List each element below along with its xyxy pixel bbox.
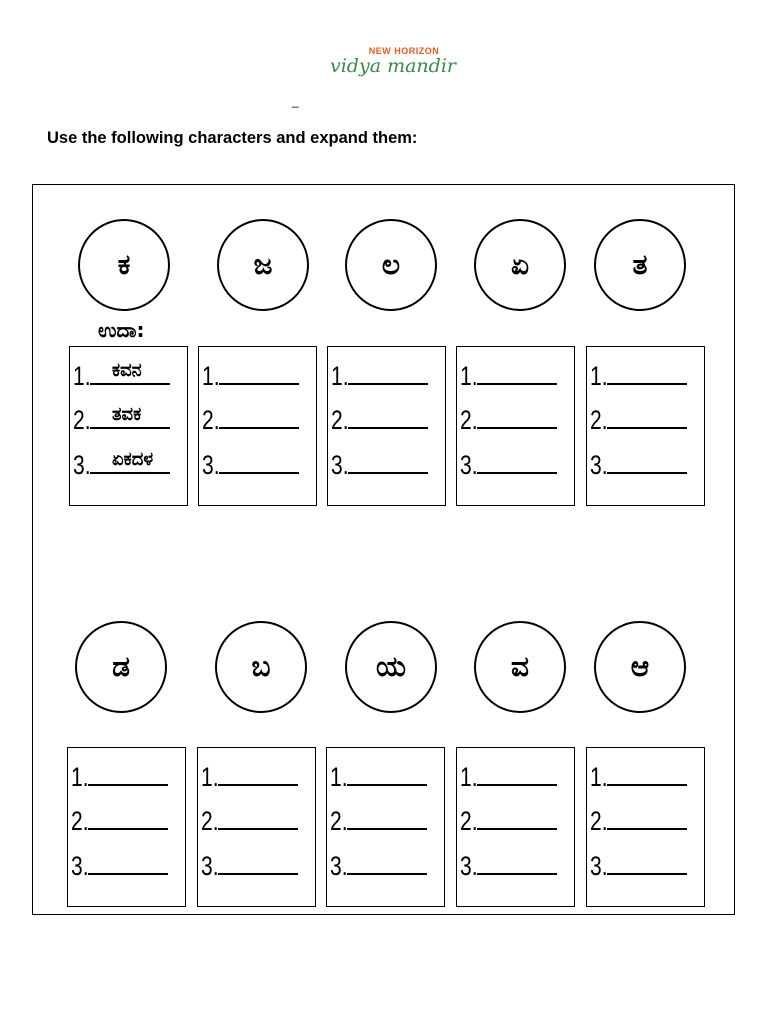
- line-number: 2.: [330, 806, 348, 836]
- char: ಬ: [251, 650, 271, 683]
- answer-line: [587, 806, 706, 838]
- char-circle: [474, 621, 566, 713]
- answer-line: [199, 450, 318, 482]
- answer-line: [199, 405, 318, 437]
- line-number: 1.: [71, 762, 89, 792]
- blank-line: [90, 361, 170, 385]
- answer-line: [68, 762, 187, 794]
- char: ಜ: [253, 248, 273, 281]
- blank-line[interactable]: [477, 806, 557, 830]
- answer-line: [587, 762, 706, 794]
- line-number: 2.: [71, 806, 89, 836]
- char: ಯ: [376, 650, 406, 683]
- blank-line[interactable]: [348, 361, 428, 385]
- answer-line: [198, 851, 317, 883]
- answer-line: [457, 361, 576, 393]
- blank-line: [90, 405, 170, 429]
- answer-line: [68, 851, 187, 883]
- line-number: 3.: [590, 450, 608, 480]
- answer-box: [456, 346, 575, 506]
- answer-line: [328, 361, 447, 393]
- answer-line: [327, 806, 446, 838]
- char: ಏ: [510, 248, 530, 281]
- line-number: 3.: [73, 450, 91, 480]
- blank-line[interactable]: [219, 450, 299, 474]
- answer-line: [70, 361, 189, 393]
- char: ಆ: [630, 650, 650, 683]
- answer-line: [328, 450, 447, 482]
- char-circle: [217, 219, 309, 311]
- answer-box: [327, 346, 446, 506]
- line-number: 1.: [73, 361, 91, 391]
- char-circle: [594, 621, 686, 713]
- blank-line[interactable]: [219, 361, 299, 385]
- line-number: 3.: [460, 450, 478, 480]
- blank-line: [90, 450, 170, 474]
- line-number: 3.: [590, 851, 608, 881]
- school-logo: [330, 46, 456, 86]
- example-word: ಏಕದಳ: [112, 449, 154, 470]
- line-number: 2.: [460, 405, 478, 435]
- answer-line: [70, 405, 189, 437]
- blank-line[interactable]: [607, 851, 687, 875]
- line-number: 1.: [202, 361, 220, 391]
- line-number: 1.: [460, 361, 478, 391]
- logo-title: vidya mandir: [330, 55, 456, 77]
- answer-line: [199, 361, 318, 393]
- line-number: 2.: [590, 806, 608, 836]
- line-number: 2.: [590, 405, 608, 435]
- char-circle: [75, 621, 167, 713]
- blank-line[interactable]: [477, 851, 557, 875]
- name-dash: _: [292, 94, 299, 108]
- blank-line[interactable]: [218, 851, 298, 875]
- line-number: 1.: [201, 762, 219, 792]
- blank-line[interactable]: [607, 361, 687, 385]
- line-number: 3.: [460, 851, 478, 881]
- example-answer-box: [69, 346, 188, 506]
- instruction-text: Use the following characters and expand them:: [47, 129, 418, 147]
- blank-line[interactable]: [607, 450, 687, 474]
- line-number: 3.: [201, 851, 219, 881]
- line-number: 3.: [331, 450, 349, 480]
- blank-line[interactable]: [347, 806, 427, 830]
- line-number: 3.: [202, 450, 220, 480]
- char-circle: [345, 219, 437, 311]
- char: ಡ: [112, 650, 130, 683]
- blank-line[interactable]: [347, 762, 427, 786]
- line-number: 1.: [590, 762, 608, 792]
- line-number: 2.: [201, 806, 219, 836]
- answer-line: [587, 450, 706, 482]
- answer-line: [327, 851, 446, 883]
- line-number: 2.: [202, 405, 220, 435]
- answer-box: [456, 747, 575, 907]
- blank-line[interactable]: [218, 806, 298, 830]
- line-number: 2.: [331, 405, 349, 435]
- line-number: 2.: [73, 405, 91, 435]
- example-word: ಕವನ: [112, 360, 142, 381]
- example-label: ಉದಾ:: [98, 318, 145, 342]
- answer-line: [457, 806, 576, 838]
- char: ಕ: [117, 248, 131, 281]
- answer-box: [197, 747, 316, 907]
- blank-line[interactable]: [348, 405, 428, 429]
- answer-line: [587, 851, 706, 883]
- answer-box: [326, 747, 445, 907]
- example-word: ತವಕ: [112, 404, 142, 425]
- char-circle: [78, 219, 170, 311]
- char: ಲ: [381, 248, 401, 281]
- answer-line: [70, 450, 189, 482]
- answer-box: [586, 747, 705, 907]
- char-circle: [594, 219, 686, 311]
- char-circle: [345, 621, 437, 713]
- blank-line[interactable]: [88, 762, 168, 786]
- blank-line[interactable]: [88, 806, 168, 830]
- line-number: 1.: [331, 361, 349, 391]
- answer-line: [457, 851, 576, 883]
- blank-line[interactable]: [347, 851, 427, 875]
- char: ತ: [632, 248, 648, 281]
- blank-line[interactable]: [477, 361, 557, 385]
- answer-line: [457, 762, 576, 794]
- answer-line: [68, 806, 187, 838]
- line-number: 3.: [71, 851, 89, 881]
- blank-line[interactable]: [88, 851, 168, 875]
- line-number: 2.: [460, 806, 478, 836]
- blank-line[interactable]: [219, 405, 299, 429]
- blank-line[interactable]: [607, 762, 687, 786]
- answer-line: [198, 762, 317, 794]
- line-number: 1.: [330, 762, 348, 792]
- answer-line: [587, 361, 706, 393]
- answer-line: [587, 405, 706, 437]
- line-number: 1.: [460, 762, 478, 792]
- answer-box: [67, 747, 186, 907]
- blank-line[interactable]: [607, 806, 687, 830]
- blank-line[interactable]: [218, 762, 298, 786]
- line-number: 1.: [590, 361, 608, 391]
- char-circle: [474, 219, 566, 311]
- char-circle: [215, 621, 307, 713]
- line-number: 3.: [330, 851, 348, 881]
- answer-line: [457, 405, 576, 437]
- answer-line: [328, 405, 447, 437]
- blank-line[interactable]: [607, 405, 687, 429]
- logo-subtitle: NEW HORIZON: [368, 46, 440, 56]
- char: ವ: [511, 650, 529, 683]
- answer-line: [327, 762, 446, 794]
- answer-line: [457, 450, 576, 482]
- answer-box: [198, 346, 317, 506]
- answer-box: [586, 346, 705, 506]
- answer-line: [198, 806, 317, 838]
- blank-line[interactable]: [477, 405, 557, 429]
- blank-line[interactable]: [348, 450, 428, 474]
- blank-line[interactable]: [477, 450, 557, 474]
- blank-line[interactable]: [477, 762, 557, 786]
